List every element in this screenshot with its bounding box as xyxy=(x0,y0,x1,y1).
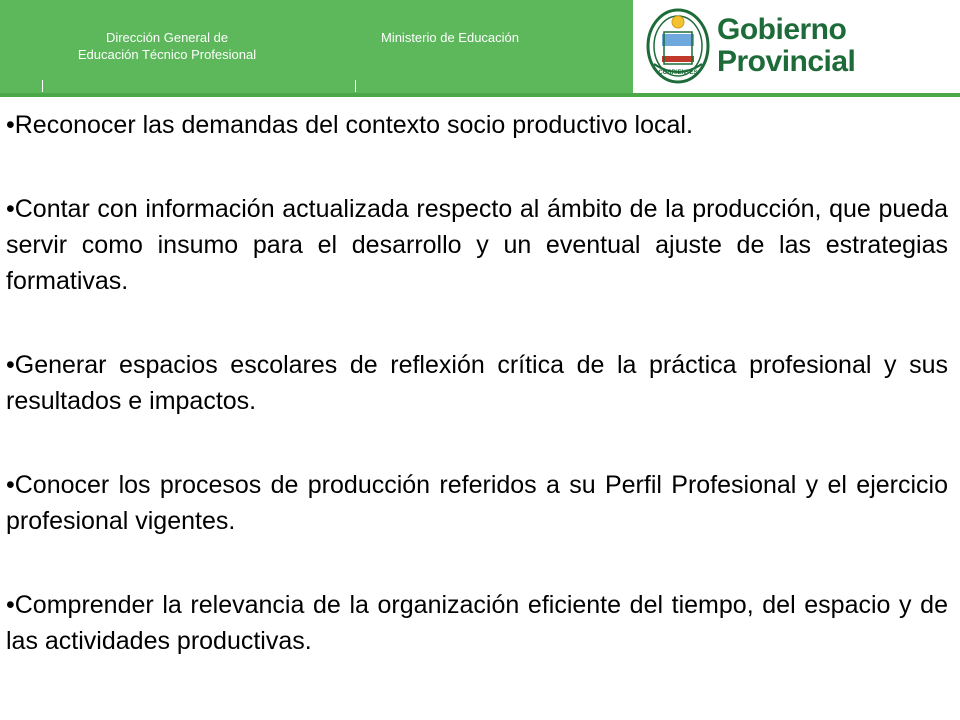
header-left-line2: Educación Técnico Profesional xyxy=(77,47,257,62)
gobierno-provincial-logo xyxy=(633,0,960,93)
bullet-item: •Conocer los procesos de producción referidos a su Perfil Profesional y el ejercicio profesional vigentes. xyxy=(6,471,948,535)
logo-line1: Gobierno xyxy=(717,13,847,46)
header-left-line1: Dirección General de xyxy=(105,30,229,45)
corrientes-seal-icon xyxy=(646,8,710,84)
header-divider-right xyxy=(355,80,356,92)
bullet-item: •Generar espacios escolares de reflexión crítica de la práctica profesional y sus resultados e impactos. xyxy=(6,351,948,415)
seal-label: CORRIENTES xyxy=(658,70,698,76)
bullet-list xyxy=(6,107,948,659)
header-underline xyxy=(0,93,960,97)
logo-wordmark xyxy=(717,14,855,78)
header-divider-left xyxy=(42,80,43,92)
logo-line2: Provincial xyxy=(717,45,856,78)
header-bar xyxy=(0,0,960,93)
bullet-item: •Comprender la relevancia de la organización eficiente del tiempo, del espacio y de las actividades productivas. xyxy=(6,591,948,655)
bullet-item: •Reconocer las demandas del contexto socio productivo local. xyxy=(6,111,693,139)
bullet-item: •Contar con información actualizada respecto al ámbito de la producción, que pueda servir como insumo para el desarrollo y un eventual ajuste de las estrategias formativas. xyxy=(6,195,948,295)
header-left-title xyxy=(42,29,292,63)
header-center-title: Ministerio de Educación xyxy=(380,30,520,45)
